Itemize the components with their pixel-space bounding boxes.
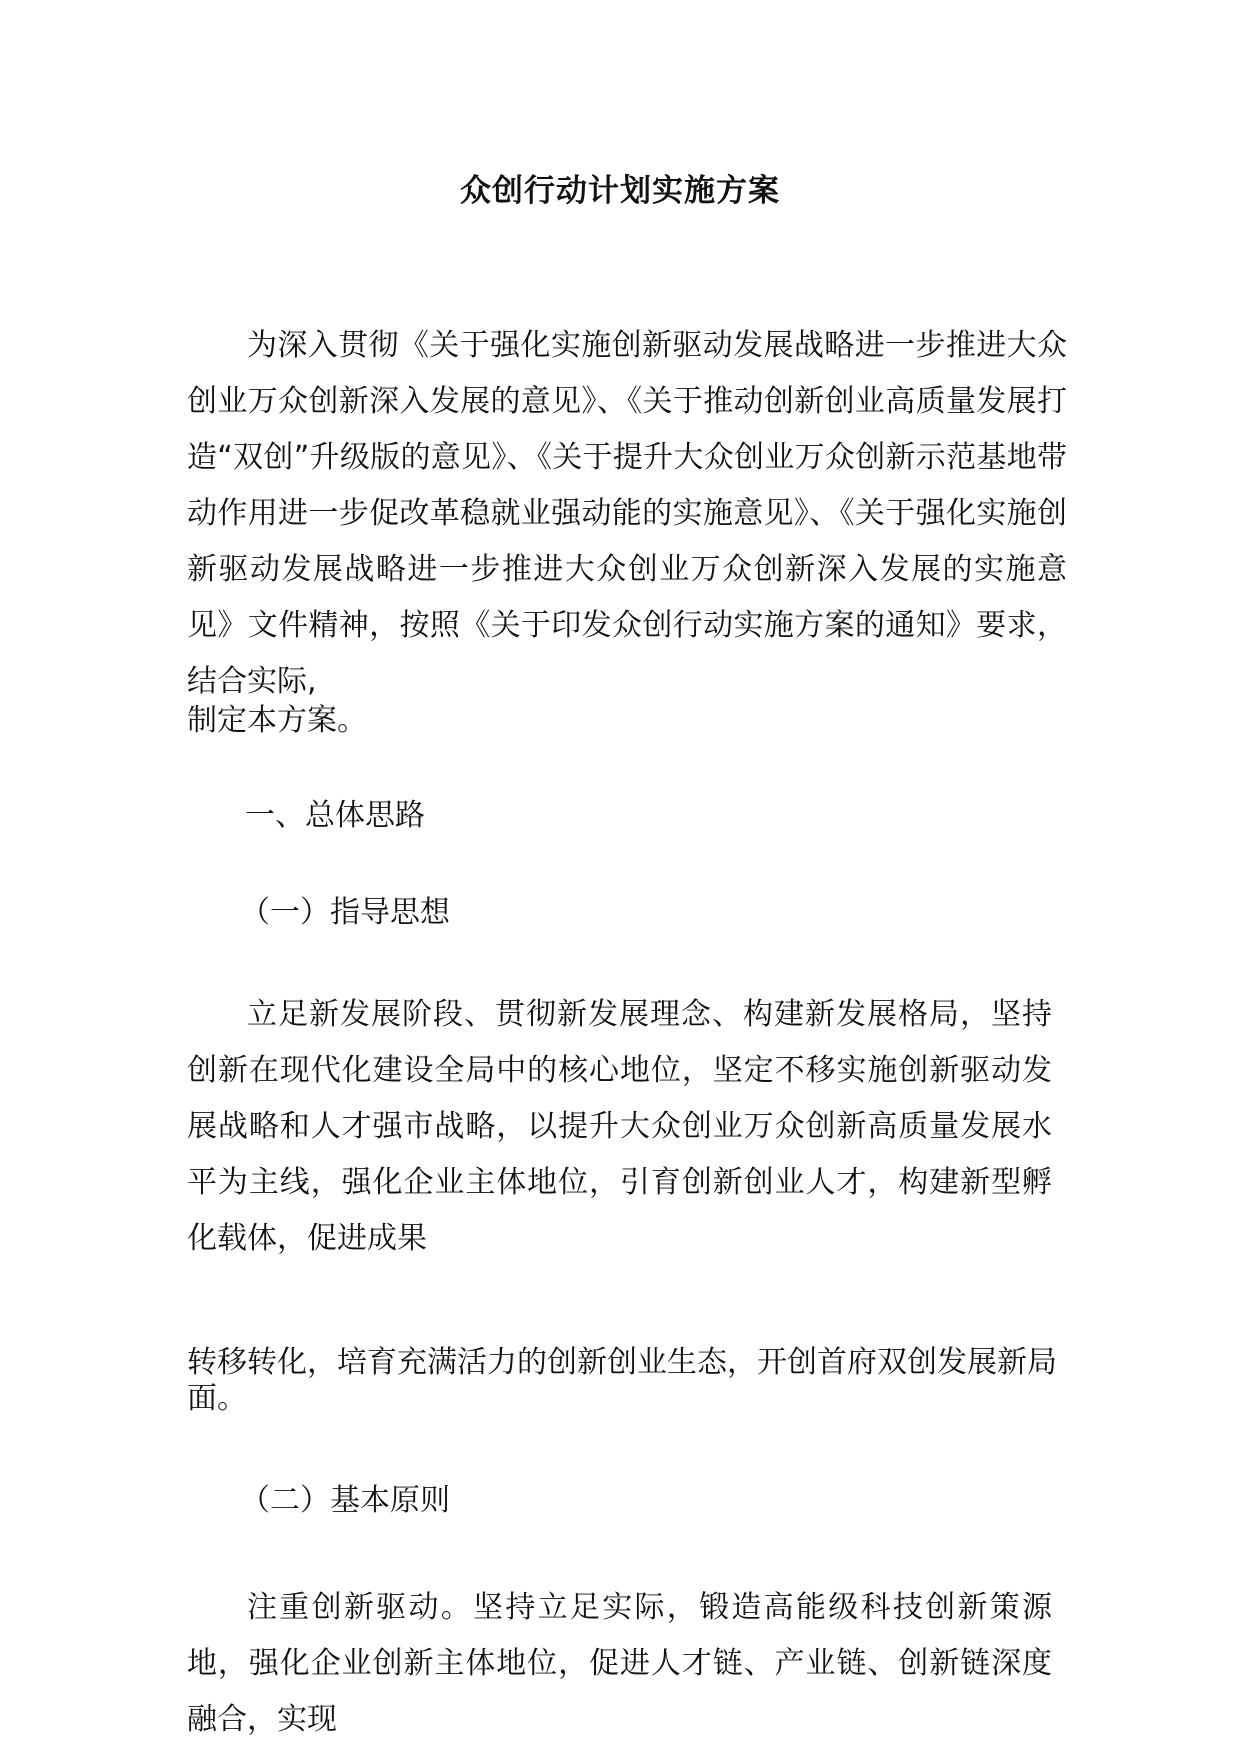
guiding-ideology-line-3: 面。 bbox=[187, 1381, 247, 1416]
guiding-ideology-line-2: 转移转化，培育充满活力的创新创业生态，开创首府双创发展新局 bbox=[187, 1345, 1057, 1380]
section-heading-overall-approach: 一、总体思路 bbox=[245, 798, 425, 833]
intro-paragraph-end: 制定本方案。 bbox=[187, 703, 367, 738]
document-title: 众创行动计划实施方案 bbox=[460, 173, 780, 209]
intro-paragraph: 为深入贯彻《关于强化实施创新驱动发展战略进一步推进大众 创业万众创新深入发展的意见》、《关于推动创新创业高质量发展打造“双创”升级版的意见》、《关于提升大众创业万众创新示范基地带动作用进一步促改革稳就业强动能的实施意见》、《关于强化实施创新驱动发展战略进一步推进大众创业万众创新深入发展的实施意见》文件精神，按照《关于印发众创行动实施方案的通知》要求，结合实际, bbox=[187, 328, 1067, 699]
subsection-heading-basic-principles: （二）基本原则 bbox=[240, 1483, 450, 1518]
subsection-heading-guiding-ideology: （一）指导思想 bbox=[240, 895, 450, 930]
principle-paragraph: 注重创新驱动。坚持立足实际，锻造高能级科技创新策源地，强化企业创新主体地位，促进人才链、产业链、创新链深度融合，实现 bbox=[187, 1590, 1052, 1737]
guiding-ideology-paragraph: 立足新发展阶段、贯彻新发展理念、构建新发展格局，坚持创新在现代化建设全局中的核心地位，坚定不移实施创新驱动发展战略和人才强市战略，以提升大众创业万众创新高质量发展水平为主线，强化企业主体地位，引育创新创业人才，构建新型孵化载体，促进成果 bbox=[187, 997, 1052, 1256]
